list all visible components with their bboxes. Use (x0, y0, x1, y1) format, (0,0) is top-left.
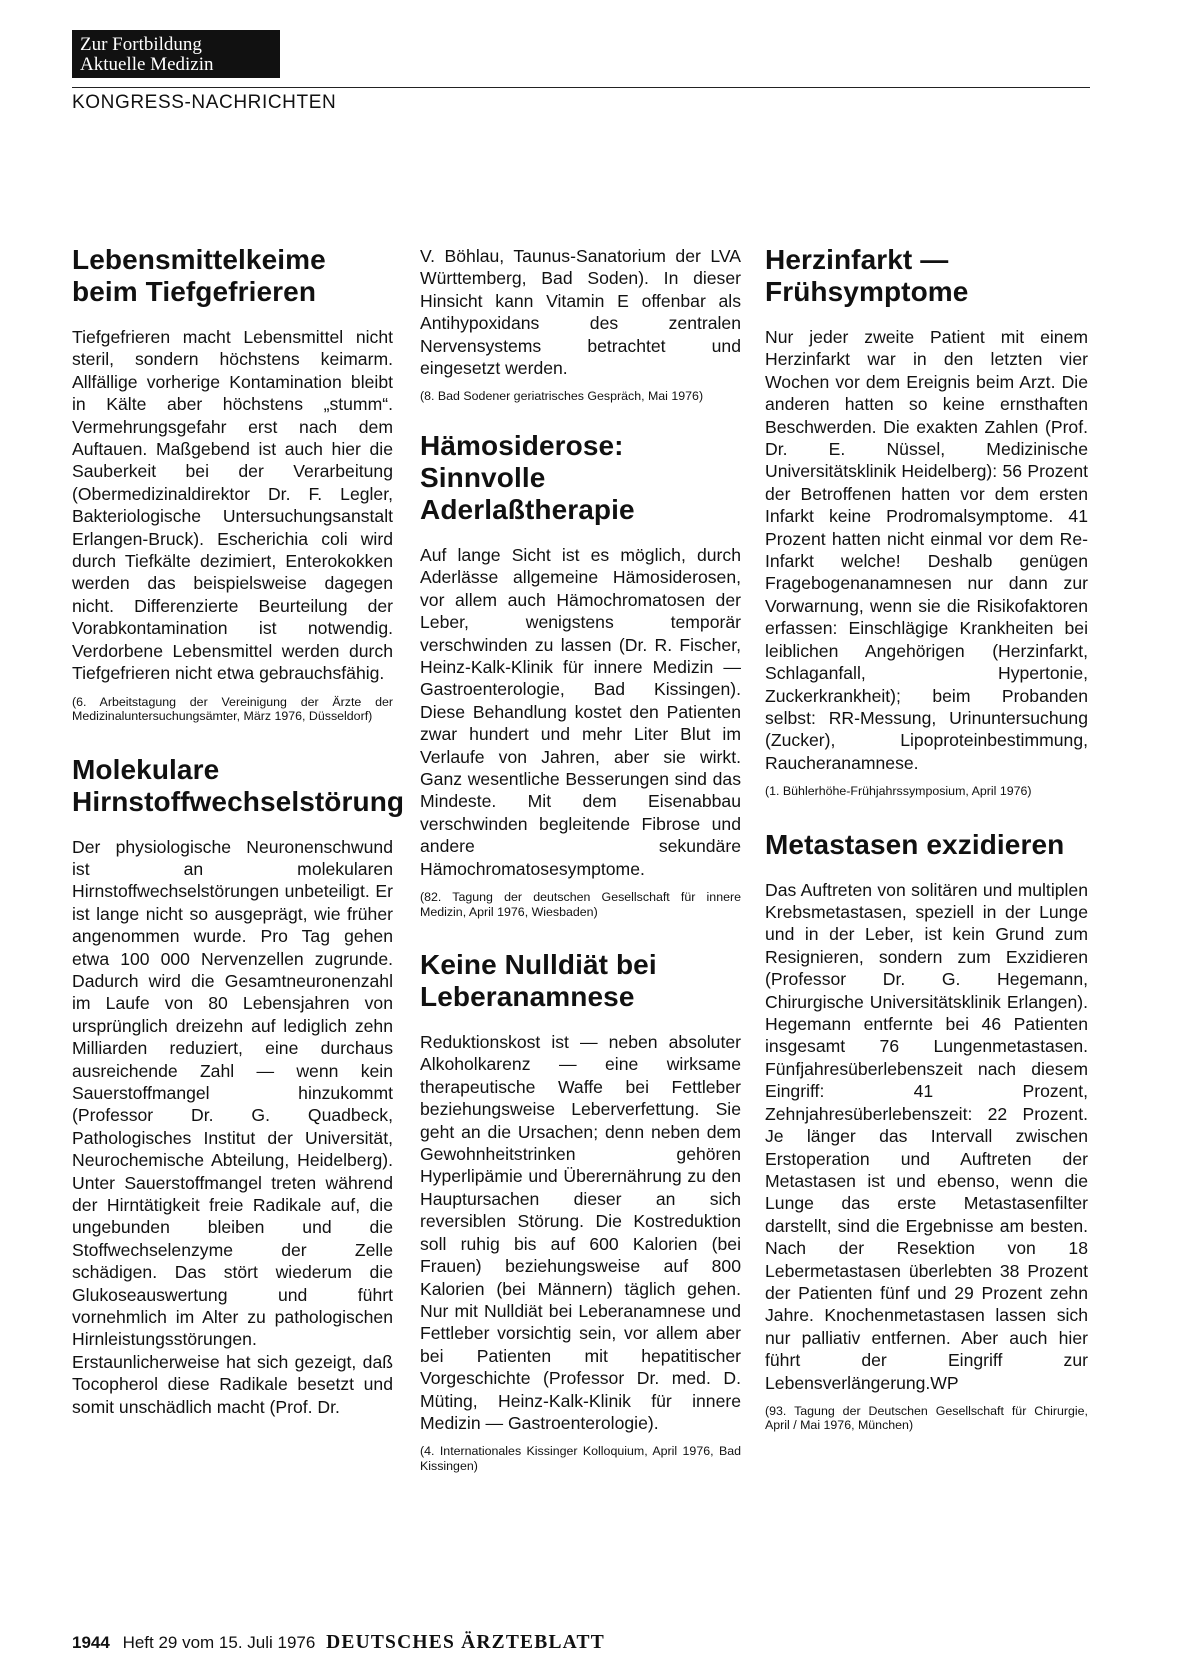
column-1 (72, 244, 405, 1448)
article-body-continued: V. Böhlau, Taunus-Sanatorium der LVA Württemberg, Bad Soden). In dieser Hinsicht kann Vitamin E offenbar als Antihypoxidans des zentralen Nervensystems betrachtet und eingesetzt werden. (420, 246, 741, 379)
article-body: Reduktionskost ist — neben absoluter Alkoholkarenz — eine wirksame therapeutische Waffe bei Fettleber beziehungsweise Leberverfettung. Sie geht an die Ursachen; denn neben dem Gewohnheitstrinken gehören Hyperlipämie und Überernährung zu den Hauptursachen dieser an sich reversiblen Störung. Die Kostreduktion soll ruhig bis auf 600 Kalorien (bei Frauen) beziehungsweise auf 800 Kalorien (bei Männern) täglich gehen. Nur mit Nulldiät bei Leberanamnese und Fettleber vorsichtig sein, vor allem aber bei Patienten mit hepatitischer Vorgeschichte (Professor Dr. med. D. Müting, Heinz-Kalk-Klinik für innere Medizin — Gastroenterologie). (420, 1032, 741, 1433)
article-source: (82. Tagung der deutschen Gesellschaft für innere Medizin, April 1976, Wiesbaden) (420, 890, 741, 919)
article-body: Tiefgefrieren macht Lebensmittel nicht steril, sondern höchstens keimarm. Allfällige vorherige Kontamination bleibt in Kälte aber höchstens „stumm“. Vermehrungsgefahr erst nach dem Auftauen. Maßgebend ist auch hier die Sauberkeit bei der Verarbeitung (Obermedizinaldirektor Dr. F. Legler, Bakteriologische Untersuchungsanstalt Erlangen-Bruck). Escherichia coli wird durch Tiefkälte dezimiert, Enterokokken werden das beispielsweise dagegen nicht. Differenzierte Beurteilung der Vorabkontamination ist notwendig. Verdorbene Lebensmittel werden durch Tiefgefrieren nicht etwa gebrauchsfähig. (72, 327, 393, 684)
article-hirnstoffwechsel (72, 753, 405, 1419)
article-source: (1. Bühlerhöhe-Frühjahrssymposium, April 1976) (765, 784, 1032, 799)
article-source: (4. Internationales Kissinger Kolloquium, April 1976, Bad Kissingen) (420, 1444, 741, 1473)
page-footer (72, 1632, 605, 1654)
article-title: Metastasen exzidieren (765, 828, 1065, 860)
article-source: (6. Arbeitstagung der Vereinigung der Ärzte der Medizinaluntersuchungsämter, März 1976, Düsseldorf) (72, 694, 393, 723)
article-body: Nur jeder zweite Patient mit einem Herzinfarkt war in den letzten vier Wochen vor dem Ereignis beim Arzt. Die anderen hatten so keine ernsthaften Beschwerden. Die exakten Zahlen (Prof. Dr. E. Nüssel, Medizinische Universitätsklinik Heidelberg): 56 Prozent der Betroffenen hatten vor dem ersten Infarkt keine Prodromalsymptome. 41 Prozent hatten nicht einmal vor dem Re-Infarkt welche! Deshalb genügen Fragebogenanamnesen nur dann zur Vorwarnung, wenn sie die Risikofaktoren erfassen: Einschlägige Krankheiten bei leiblichen Angehörigen (Herzinfarkt, Schlaganfall, Hypertonie, Zuckerkrankheit); beim Probanden selbst: RR-Messung, Urinuntersuchung (Zucker), Lipoproteinbestimmung, Raucheranamnese. (765, 327, 1088, 773)
issue-info: Heft 29 vom 15. Juli 1976 (122, 1633, 316, 1652)
article-lebensmittelkeime (72, 244, 393, 724)
article-nulldiaet (420, 949, 741, 1473)
article-title: Lebensmittelkeime beim Tiefgefrieren (72, 244, 326, 307)
article-source: (93. Tagung der Deutschen Gesellschaft für Chirurgie, April / Mai 1976, München) (765, 1403, 1088, 1433)
header-rule (72, 87, 1090, 88)
article-body: Auf lange Sicht ist es möglich, durch Aderlässe allgemeine Hämosiderosen, vor allem auch Hämochromatosen der Leber, wenigstens temporär verschwinden zu lassen (Dr. R. Fischer, Heinz-Kalk-Klinik für innere Medizin — Gastroenterologie, Bad Kissingen). Diese Behandlung kostet den Patienten zwar hundert und mehr Liter Blut im Verlaufe von Jahren, aber sie wirkt. Ganz wesentliche Besserungen sind das Mindeste. Mit dem Eisenabbau verschwinden begleitende Fibrose und andere sekundäre Hämochromatosesymptome. (420, 544, 741, 879)
article-metastasen (765, 829, 1088, 1433)
article-haemosiderose (420, 430, 741, 919)
article-title: Molekulare Hirnstoffwechselstörung (72, 753, 405, 817)
rubric-line-2: Aktuelle Medizin (80, 54, 214, 75)
article-body: Der physiologische Neuronenschwund ist an molekularen Hirnstoffwechselstörungen unbeteiligt. Er ist lange nicht so ausgeprägt, wie früher angenommen wurde. Pro Tag gehen etwa 100 000 Nervenzellen zugrunde. Dadurch wird die Gesamtneuronenzahl im Laufe von 80 Lebensjahren von ursprünglich dreizehn auf lediglich zehn Milliarden reduziert, eine durchaus ausreichende Zahl — wenn kein Sauerstoffmangel hinzukommt (Professor Dr. G. Quadbeck, Pathologisches Institut der Universität, Neurochemische Abteilung, Heidelberg). Unter Sauerstoffmangel treten während der Hirntätigkeit freie Radikale auf, die ungebunden bleiben und die Stoffwechselenzyme der Zelle schädigen. Das stört wiederum die Glukoseauswertung und führt vornehmlich im Alter zu pathologischen Hirnleistungsstörungen. Erstaunlicherweise hat sich gezeigt, daß Tocopherol diese Radikale besetzt und somit unschädlich macht (Prof. Dr. (72, 836, 393, 1417)
article-title: Hämosiderose: Sinnvolle Aderlaßtherapie (420, 429, 635, 525)
rubric-badge (72, 30, 280, 78)
page-number: 1944 (72, 1633, 110, 1652)
rubric-line-1: Zur Fortbildung (80, 34, 202, 55)
article-title: Herzinfarkt — Frühsymptome (765, 244, 969, 307)
section-label: KONGRESS-NACHRICHTEN (72, 92, 337, 113)
column-2 (420, 245, 741, 1503)
article-title: Keine Nulldiät bei Leberanamnese (420, 949, 657, 1013)
article-source: (8. Bad Sodener geriatrisches Gespräch, Mai 1976) (420, 389, 704, 404)
article-herzinfarkt (765, 244, 1088, 799)
journal-name: DEUTSCHES ÄRZTEBLATT (326, 1632, 605, 1653)
article-body: Das Auftreten von solitären und multiplen Krebsmetastasen, speziell in der Lunge und in der Leber, ist kein Grund zum Resignieren, sondern zum Exzidieren (Professor Dr. G. Hegemann, Chirurgische Universitätsklinik Erlangen). Hegemann entfernte bei 46 Patienten insgesamt 76 Lungenmetastasen. Fünfjahresüberlebenszeit nach diesem Eingriff: 41 Prozent, Zehnjahresüberlebenszeit: 22 Prozent. Je länger das Intervall zwischen Erstoperation und Auftreten der Metastasen ist und ebenso, wenn die Lunge das erste Metastasenfilter darstellt, sind die Ergebnisse am besten. Nach der Resektion von 18 Lebermetastasen überlebten 38 Prozent der Patienten fünf und 29 Prozent zehn Jahre. Knochenmetastasen lassen sich nur palliativ entfernen. Aber auch hier führt der Eingriff zur Lebensverlängerung.WP (765, 879, 1088, 1393)
column-3 (765, 244, 1088, 1463)
article-hirnstoffwechsel-continued (420, 245, 741, 404)
